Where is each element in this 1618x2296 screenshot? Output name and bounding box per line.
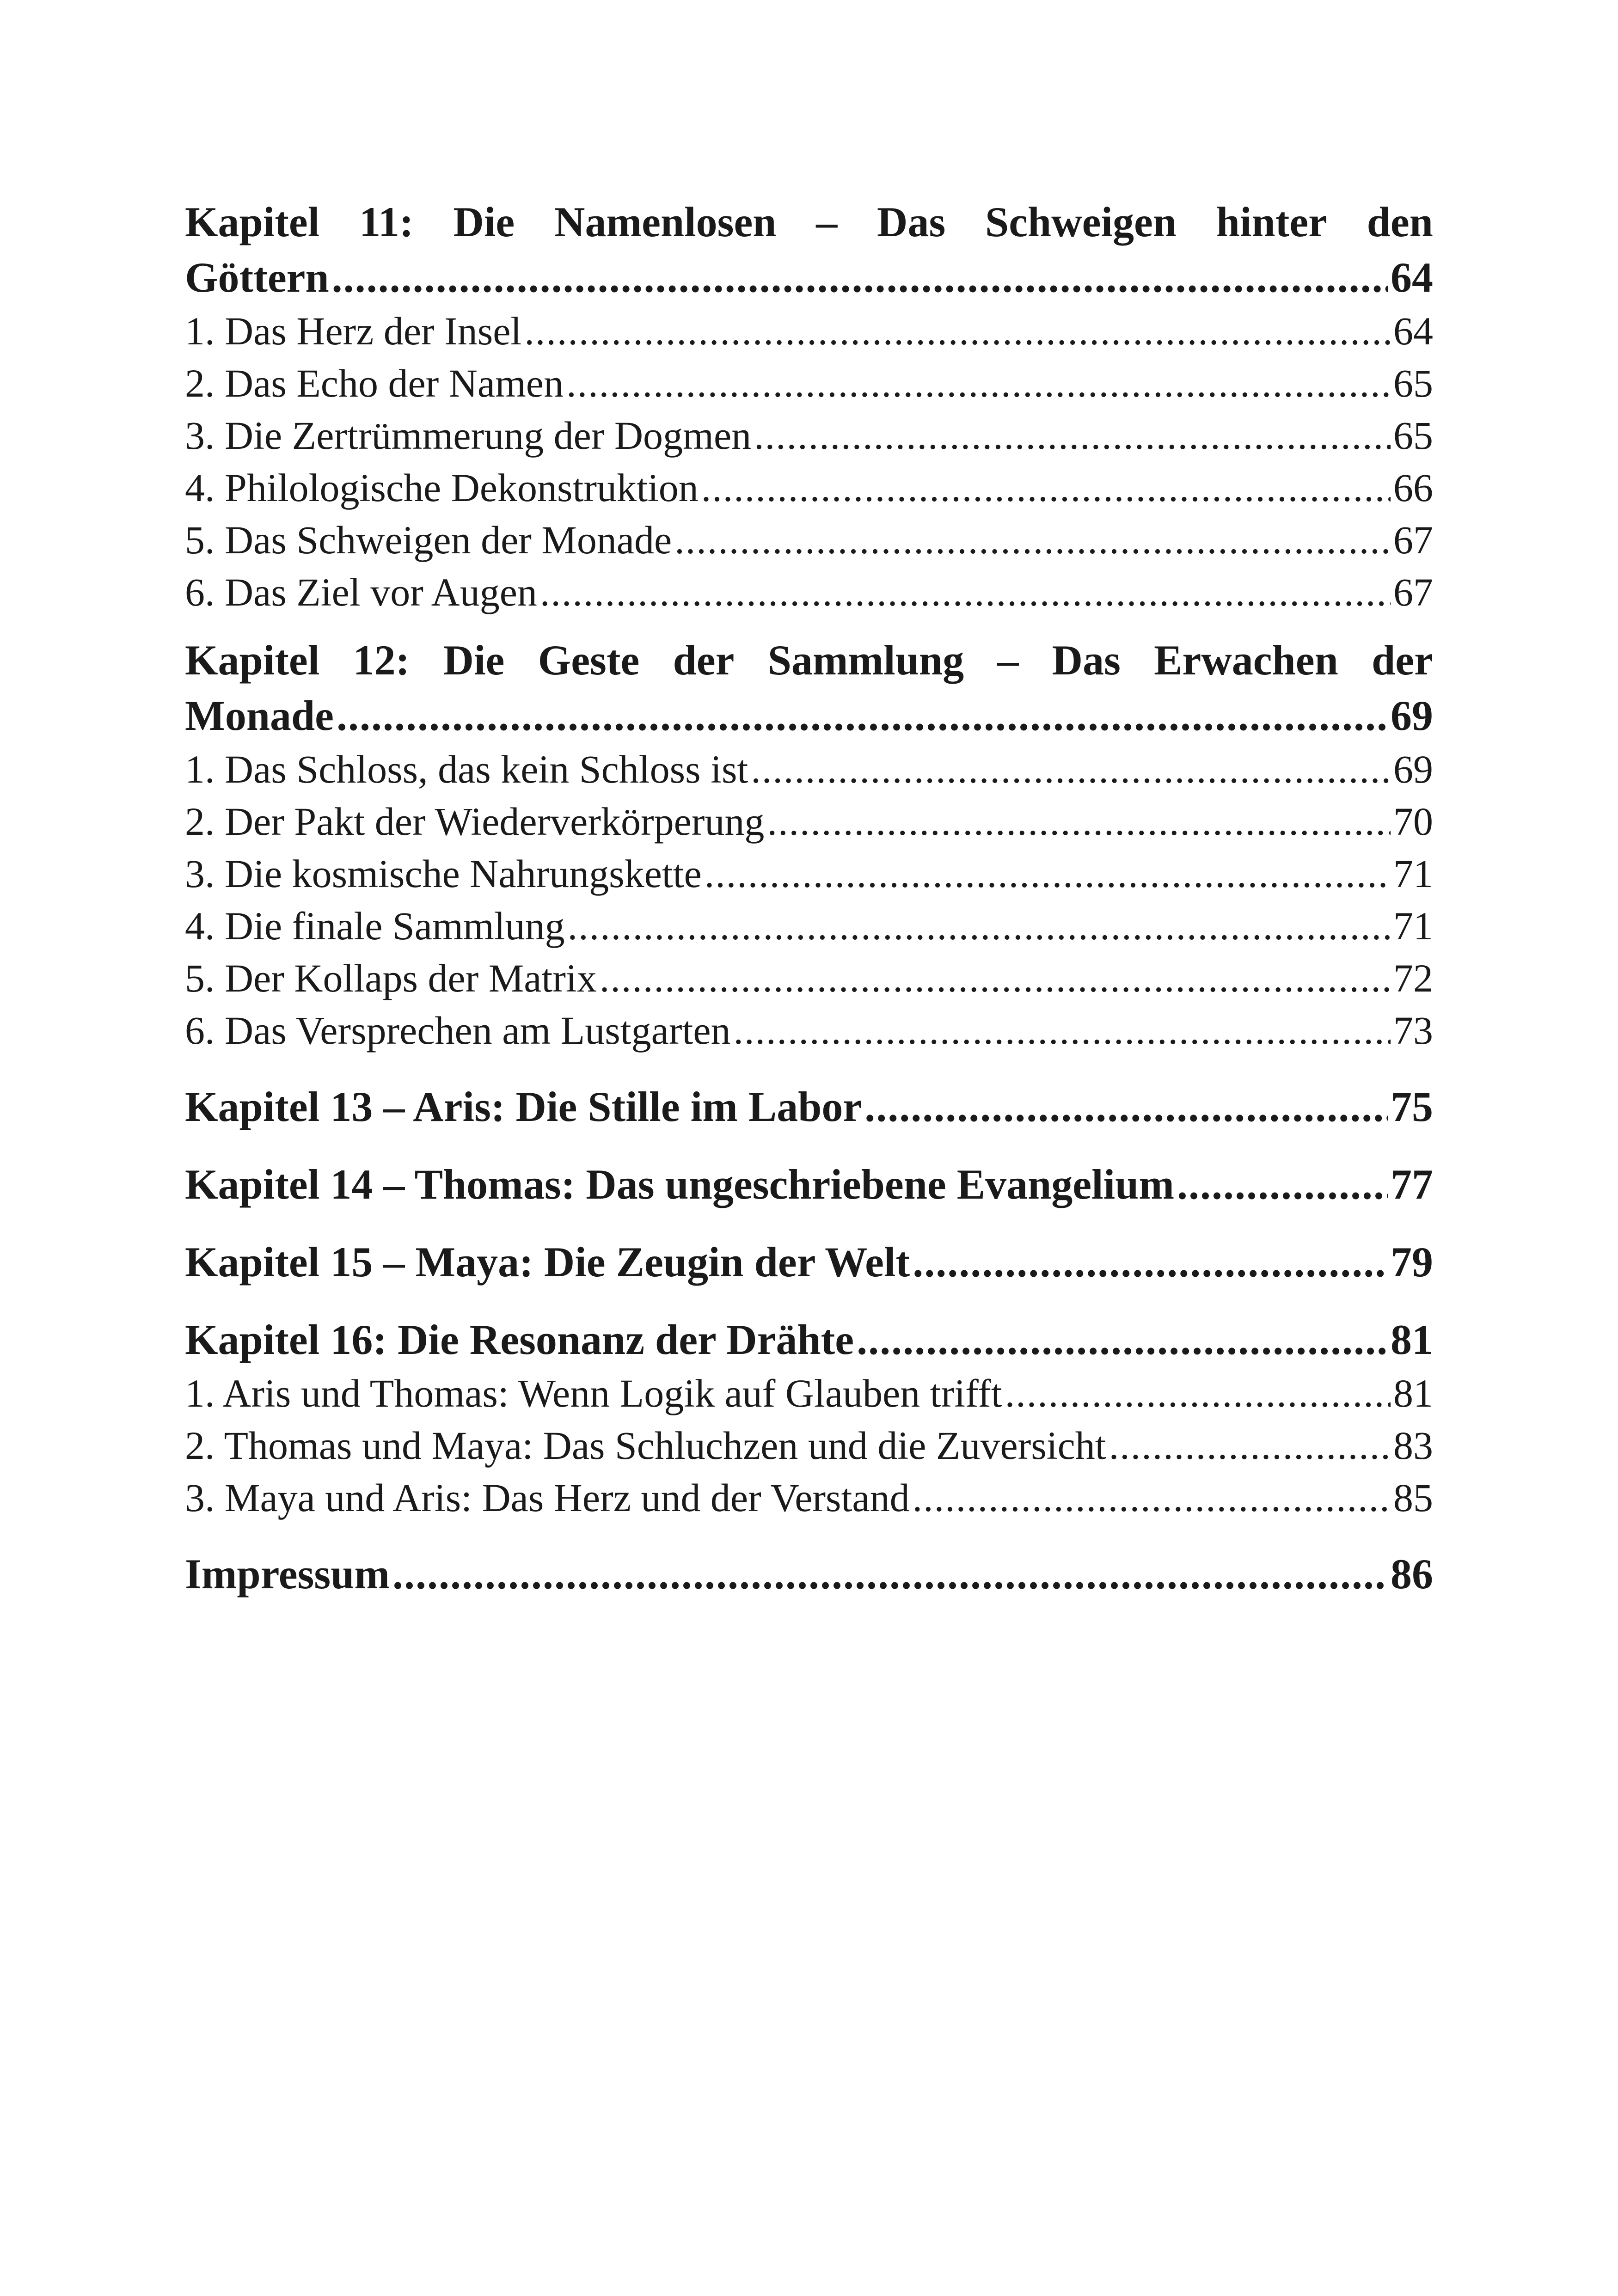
leader-dots <box>524 305 1391 357</box>
title-word: der <box>1372 637 1433 684</box>
page-number: 67 <box>1393 570 1433 614</box>
title-word: 12: <box>353 637 410 684</box>
leader-dots <box>1109 1420 1391 1472</box>
chapter-title-line-1 <box>185 194 1433 250</box>
leader-dots <box>600 952 1391 1004</box>
section-label: 4. Philologische Dekonstruktion <box>185 465 699 510</box>
toc-section <box>185 514 1433 566</box>
toc-section <box>185 462 1433 514</box>
title-word: Kapitel <box>185 637 320 684</box>
page-number: 66 <box>1393 465 1433 510</box>
toc-chapter-12 <box>185 632 1433 1057</box>
spacer <box>185 1212 1433 1234</box>
section-label: 3. Maya und Aris: Das Herz und der Verstand <box>185 1476 910 1520</box>
chapter-title <box>185 194 1433 305</box>
page-number: 65 <box>1393 413 1433 458</box>
leader-dots <box>751 743 1391 796</box>
title-word: der <box>673 637 735 684</box>
toc-section <box>185 900 1433 952</box>
page-number: 64 <box>1393 309 1433 353</box>
chapter-title-line-2 <box>185 688 1433 743</box>
title-word: – <box>997 637 1019 684</box>
spacer <box>185 1524 1433 1546</box>
toc-section <box>185 1472 1433 1524</box>
chapter-title-line-2 <box>185 250 1433 305</box>
chapter-title-text: Kapitel 13 – Aris: Die Stille im Labor <box>185 1083 862 1130</box>
spacer <box>185 1057 1433 1079</box>
section-label: 2. Thomas und Maya: Das Schluchzen und die Zuversicht <box>185 1423 1106 1468</box>
title-word: Schweigen <box>985 198 1177 245</box>
chapter-title-text: Kapitel 15 – Maya: Die Zeugin der Welt <box>185 1238 910 1286</box>
title-word: Sammlung <box>767 637 964 684</box>
chapter-title-text: Monade <box>185 692 334 739</box>
toc-chapter-11 <box>185 194 1433 618</box>
toc-chapter-16 <box>185 1312 1433 1524</box>
chapter-title-text: Kapitel 16: Die Resonanz der Drähte <box>185 1316 854 1363</box>
page-number: 85 <box>1393 1476 1433 1520</box>
section-label: 4. Die finale Sammlung <box>185 904 565 948</box>
toc-section <box>185 1367 1433 1420</box>
leader-dots <box>540 566 1391 618</box>
spacer <box>185 618 1433 632</box>
leader-dots <box>767 796 1391 848</box>
toc-chapter-14 <box>185 1157 1433 1212</box>
title-word: Das <box>1052 637 1121 684</box>
title-word: Das <box>877 198 946 245</box>
section-label: 3. Die kosmische Nahrungskette <box>185 851 702 896</box>
leader-dots <box>913 1472 1391 1524</box>
page-number: 72 <box>1393 956 1433 1000</box>
title-word: Geste <box>538 637 640 684</box>
toc-section <box>185 796 1433 848</box>
section-label: 2. Das Echo der Namen <box>185 361 564 405</box>
chapter-title <box>185 632 1433 743</box>
toc-section <box>185 410 1433 462</box>
title-word: hinter <box>1216 198 1327 245</box>
title-word: den <box>1367 198 1433 245</box>
title-word: Namenlosen <box>554 198 777 245</box>
section-label: 6. Das Ziel vor Augen <box>185 570 537 614</box>
section-label: 6. Das Versprechen am Lustgarten <box>185 1008 731 1053</box>
section-label: 1. Das Herz der Insel <box>185 309 522 353</box>
page-number: 70 <box>1393 799 1433 844</box>
title-word: – <box>816 198 838 245</box>
leader-dots <box>857 1312 1388 1367</box>
title-word: Die <box>443 637 505 684</box>
leader-dots <box>705 848 1391 900</box>
leader-dots <box>734 1004 1391 1057</box>
leader-dots <box>1005 1367 1391 1420</box>
chapter-title-text: Kapitel 14 – Thomas: Das ungeschriebene Evangelium <box>185 1161 1174 1208</box>
page-number: 69 <box>1391 692 1433 739</box>
toc-chapter-15 <box>185 1234 1433 1290</box>
toc-section <box>185 952 1433 1004</box>
page-number: 71 <box>1393 851 1433 896</box>
leader-dots <box>674 514 1391 566</box>
toc-section <box>185 848 1433 900</box>
page-number: 71 <box>1393 904 1433 948</box>
title-word: Kapitel <box>185 198 320 245</box>
leader-dots <box>568 900 1391 952</box>
page-number: 81 <box>1391 1316 1433 1363</box>
section-label: 1. Das Schloss, das kein Schloss ist <box>185 747 748 791</box>
leader-dots <box>754 410 1391 462</box>
spacer <box>185 1134 1433 1157</box>
toc-section <box>185 357 1433 410</box>
toc-section <box>185 566 1433 618</box>
leader-dots <box>566 357 1391 410</box>
title-word: 11: <box>359 198 414 245</box>
toc-section <box>185 743 1433 796</box>
leader-dots <box>337 688 1388 743</box>
title-word: Die <box>453 198 515 245</box>
section-label: 1. Aris und Thomas: Wenn Logik auf Glauben trifft <box>185 1371 1002 1415</box>
section-label: 5. Der Kollaps der Matrix <box>185 956 597 1000</box>
leader-dots <box>864 1079 1388 1134</box>
page-number: 86 <box>1391 1550 1433 1598</box>
page-number: 79 <box>1391 1238 1433 1286</box>
toc-chapter-13 <box>185 1079 1433 1134</box>
leader-dots <box>392 1546 1388 1602</box>
page-number: 83 <box>1393 1423 1433 1468</box>
leader-dots <box>913 1234 1388 1290</box>
spacer <box>185 1290 1433 1312</box>
leader-dots <box>1177 1157 1388 1212</box>
chapter-title-text: Göttern <box>185 254 329 301</box>
title-word: Erwachen <box>1154 637 1338 684</box>
page-number: 77 <box>1391 1161 1433 1208</box>
page-number: 81 <box>1393 1371 1433 1415</box>
page-number: 69 <box>1393 747 1433 791</box>
toc-section <box>185 305 1433 357</box>
page-number: 64 <box>1391 254 1433 301</box>
page-number: 65 <box>1393 361 1433 405</box>
toc-section <box>185 1004 1433 1057</box>
leader-dots <box>332 250 1388 305</box>
section-label: 3. Die Zertrümmerung der Dogmen <box>185 413 752 458</box>
chapter-title <box>185 1312 1433 1367</box>
section-label: 2. Der Pakt der Wiederverkörperung <box>185 799 765 844</box>
chapter-title-line-1 <box>185 632 1433 688</box>
page-number: 75 <box>1391 1083 1433 1130</box>
page-number: 67 <box>1393 518 1433 562</box>
table-of-contents <box>185 194 1433 1602</box>
toc-impressum <box>185 1546 1433 1602</box>
toc-section <box>185 1420 1433 1472</box>
section-label: 5. Das Schweigen der Monade <box>185 518 672 562</box>
chapter-title-text: Impressum <box>185 1550 390 1598</box>
leader-dots <box>701 462 1391 514</box>
page-number: 73 <box>1393 1008 1433 1053</box>
